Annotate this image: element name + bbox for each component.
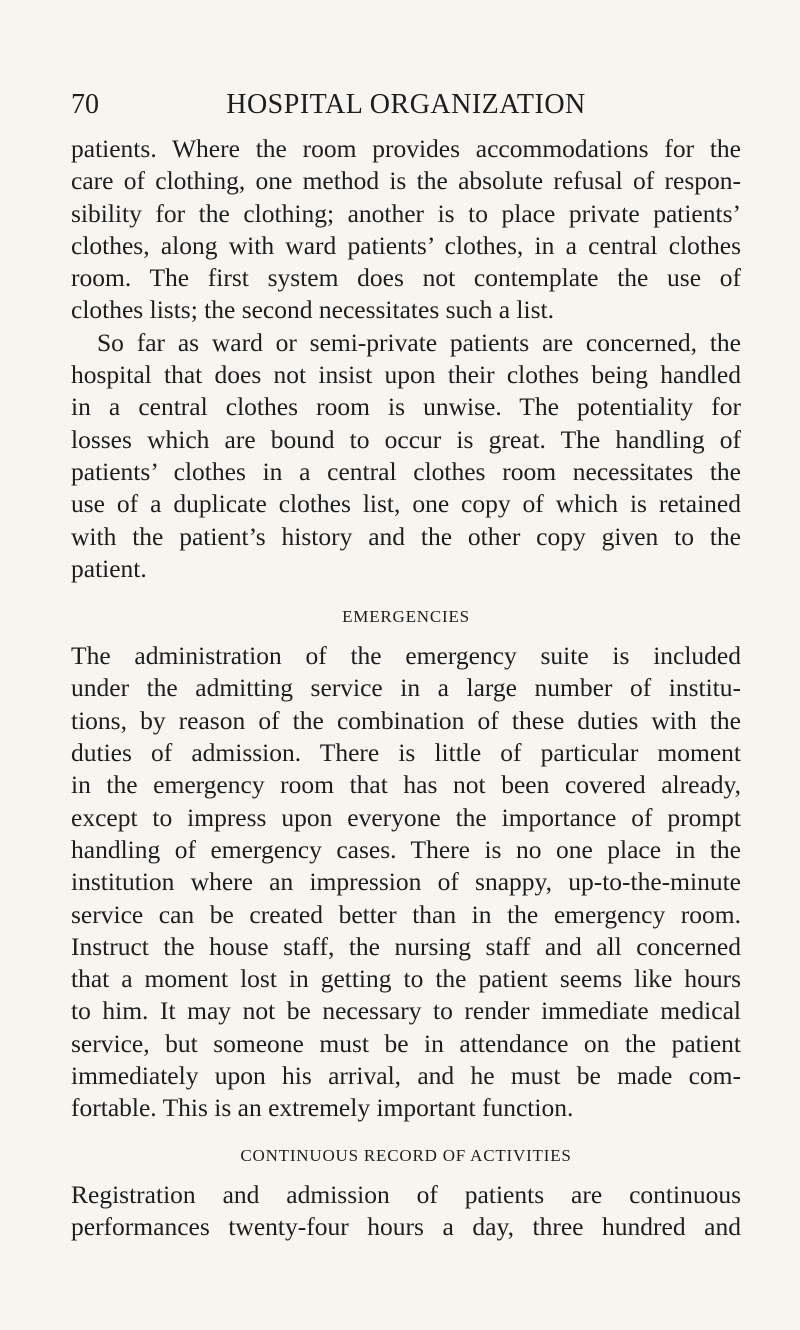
text-line: hospital that does not insist upon their clothes being handled (71, 360, 741, 390)
paragraph-clothing-care (71, 133, 741, 327)
text-line: patient. (71, 553, 147, 583)
section-heading-emergencies: EMERGENCIES (342, 607, 470, 627)
text-line: that a moment lost in getting to the patient seems like hours (71, 964, 741, 994)
section-heading-continuous-record: CONTINUOUS RECORD OF ACTIVITIES (240, 1145, 572, 1165)
text-line: patients’ clothes in a central clothes room necessitates the (71, 456, 741, 486)
text-line: sibility for the clothing; another is to place private patients’ (71, 198, 741, 228)
text-line: The administration of the emergency suite is included (71, 641, 741, 671)
text-line: clothes, along with ward patients’ clothes, in a central clothes (71, 230, 741, 260)
text-line: in a central clothes room is unwise. The potentiality for (71, 392, 741, 422)
text-line: losses which are bound to occur is great. The handling of (71, 424, 741, 454)
page-header (71, 88, 741, 128)
text-line: duties of admission. There is little of particular moment (71, 738, 741, 768)
text-line: performances twenty-four hours a day, three hundred and (71, 1211, 741, 1241)
text-line: service, but someone must be in attendance on the patient (71, 1028, 741, 1058)
paragraph-ward-patients (71, 327, 741, 585)
text-line: patients. Where the room provides accommodations for the (71, 134, 741, 163)
text-line: handling of emergency cases. There is no one place in the (71, 834, 741, 864)
text-line: in the emergency room that has not been covered already, (71, 770, 741, 800)
text-line: service can be created better than in the emergency room. (71, 899, 741, 929)
text-line: institution where an impression of snappy, up-to-the-minute (71, 867, 741, 897)
text-line: immediately upon his arrival, and he must be made com- (71, 1061, 741, 1091)
text-line: except to impress upon everyone the importance of prompt (71, 802, 741, 832)
text-line: Registration and admission of patients are continuous (71, 1179, 741, 1209)
text-line: care of clothing, one method is the absolute refusal of respon- (71, 166, 741, 196)
text-line: Instruct the house staff, the nursing staff and all concerned (71, 931, 741, 961)
text-line: tions, by reason of the combination of these duties with the (71, 705, 741, 735)
text-line: room. The first system does not contemplate the use of (71, 263, 741, 293)
text-line: with the patient’s history and the other copy given to the (71, 521, 741, 551)
paragraph-continuous-record (71, 1179, 741, 1244)
text-line: use of a duplicate clothes list, one copy of which is retained (71, 489, 741, 519)
page-number: 70 (71, 89, 99, 120)
running-head: HOSPITAL ORGANIZATION (226, 89, 586, 120)
text-line: to him. It may not be necessary to render immediate medical (71, 996, 741, 1026)
text-line: under the admitting service in a large number of institu- (71, 673, 741, 703)
page-body (71, 133, 741, 1243)
text-line: fortable. This is an extremely important function. (71, 1093, 574, 1123)
text-line: So far as ward or semi-private patients are concerned, the (97, 327, 741, 357)
text-line: clothes lists; the second necessitates such a list. (71, 295, 554, 325)
paragraph-emergencies (71, 640, 741, 1124)
